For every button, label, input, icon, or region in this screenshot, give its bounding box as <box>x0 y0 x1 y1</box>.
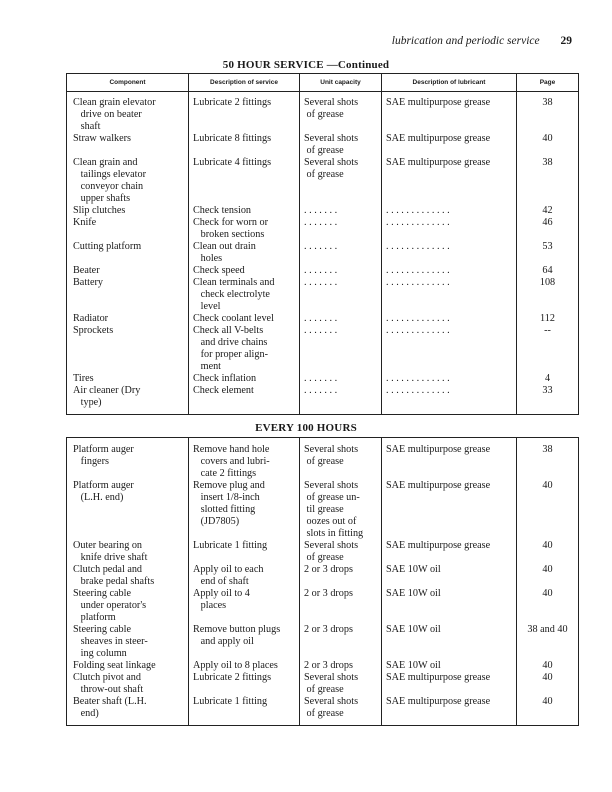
cell-page: -- <box>517 325 579 373</box>
cell-capacity: . . . . . . . <box>300 373 382 385</box>
cell-lubricant: . . . . . . . . . . . . . <box>382 241 517 265</box>
cell-capacity: . . . . . . . <box>300 241 382 265</box>
cell-service: Check for worn or broken sections <box>189 217 300 241</box>
cell-component: Steering cable under operator's platform <box>67 588 189 624</box>
service-table-100-hours <box>66 437 579 726</box>
service-table-50-hour <box>66 73 579 415</box>
section-title-50-hour: 50 HOUR SERVICE —Continued <box>222 59 390 71</box>
table-row <box>67 92 579 134</box>
cell-service: Lubricate 2 fittings <box>189 672 300 696</box>
table-row <box>67 313 579 325</box>
cell-component: Platform auger fingers <box>67 438 189 481</box>
table-row <box>67 438 579 481</box>
cell-lubricant: SAE multipurpose grease <box>382 540 517 564</box>
cell-page: 40 <box>517 564 579 588</box>
cell-capacity: Several shots of grease <box>300 157 382 205</box>
cell-capacity: 2 or 3 drops <box>300 660 382 672</box>
cell-component: Straw walkers <box>67 133 189 157</box>
cell-page: 40 <box>517 672 579 696</box>
table-row <box>67 672 579 696</box>
cell-capacity: Several shots of grease <box>300 438 382 481</box>
table-bottom-spacer <box>67 409 579 415</box>
table-row <box>67 241 579 265</box>
cell-page: 40 <box>517 696 579 720</box>
table-row <box>67 205 579 217</box>
cell-lubricant: SAE 10W oil <box>382 564 517 588</box>
cell-capacity: Several shots of grease <box>300 672 382 696</box>
cell-lubricant: SAE 10W oil <box>382 624 517 660</box>
cell-service: Remove plug and insert 1/8-inch slotted fitting (JD7805) <box>189 480 300 540</box>
cell-service: Check inflation <box>189 373 300 385</box>
table-row <box>67 325 579 373</box>
cell-page: 33 <box>517 385 579 409</box>
table-bottom-spacer <box>67 720 579 726</box>
table-row <box>67 588 579 624</box>
table-header-row <box>67 74 579 92</box>
cell-lubricant: . . . . . . . . . . . . . <box>382 277 517 313</box>
table-row <box>67 265 579 277</box>
table-row <box>67 385 579 409</box>
cell-lubricant: SAE multipurpose grease <box>382 438 517 481</box>
page-number: 29 <box>560 35 572 47</box>
col-header-lubricant: Description of lubricant <box>382 74 517 92</box>
cell-lubricant: SAE multipurpose grease <box>382 480 517 540</box>
cell-page: 40 <box>517 588 579 624</box>
cell-service: Check element <box>189 385 300 409</box>
table-row <box>67 373 579 385</box>
cell-capacity: 2 or 3 drops <box>300 624 382 660</box>
cell-capacity: . . . . . . . <box>300 385 382 409</box>
cell-component: Radiator <box>67 313 189 325</box>
cell-page: 112 <box>517 313 579 325</box>
cell-lubricant: . . . . . . . . . . . . . <box>382 373 517 385</box>
cell-service: Check coolant level <box>189 313 300 325</box>
cell-capacity: . . . . . . . <box>300 205 382 217</box>
cell-component: Sprockets <box>67 325 189 373</box>
cell-lubricant: . . . . . . . . . . . . . <box>382 217 517 241</box>
col-header-capacity: Unit capacity <box>300 74 382 92</box>
table-row <box>67 624 579 660</box>
cell-component: Outer bearing on knife drive shaft <box>67 540 189 564</box>
cell-service: Lubricate 1 fitting <box>189 696 300 720</box>
cell-service: Apply oil to 4 places <box>189 588 300 624</box>
col-header-service: Description of service <box>189 74 300 92</box>
cell-page: 40 <box>517 660 579 672</box>
cell-component: Clutch pedal and brake pedal shafts <box>67 564 189 588</box>
cell-service: Lubricate 8 fittings <box>189 133 300 157</box>
cell-capacity: . . . . . . . <box>300 277 382 313</box>
cell-capacity: Several shots of grease <box>300 92 382 134</box>
cell-service: Clean out drain holes <box>189 241 300 265</box>
cell-capacity: . . . . . . . <box>300 217 382 241</box>
cell-component: Clean grain and tailings elevator conveyor chain upper shafts <box>67 157 189 205</box>
cell-service: Lubricate 1 fitting <box>189 540 300 564</box>
cell-capacity: . . . . . . . <box>300 325 382 373</box>
table-row <box>67 540 579 564</box>
cell-capacity: Several shots of grease <box>300 540 382 564</box>
table-row <box>67 217 579 241</box>
cell-service: Lubricate 2 fittings <box>189 92 300 134</box>
cell-service: Apply oil to each end of shaft <box>189 564 300 588</box>
running-header <box>392 35 572 47</box>
cell-service: Check all V-belts and drive chains for proper align- ment <box>189 325 300 373</box>
cell-lubricant: SAE 10W oil <box>382 660 517 672</box>
table-row <box>67 133 579 157</box>
cell-component: Air cleaner (Dry type) <box>67 385 189 409</box>
cell-service: Lubricate 4 fittings <box>189 157 300 205</box>
cell-lubricant: . . . . . . . . . . . . . <box>382 265 517 277</box>
cell-capacity: Several shots of grease un- til grease oozes out of slots in fitting <box>300 480 382 540</box>
table-row <box>67 696 579 720</box>
cell-page: 38 <box>517 438 579 481</box>
section-title-100-hours: EVERY 100 HOURS <box>255 422 357 434</box>
cell-lubricant: SAE multipurpose grease <box>382 92 517 134</box>
cell-lubricant: SAE multipurpose grease <box>382 133 517 157</box>
cell-lubricant: . . . . . . . . . . . . . <box>382 313 517 325</box>
cell-capacity: Several shots of grease <box>300 696 382 720</box>
cell-capacity: . . . . . . . <box>300 265 382 277</box>
cell-service: Remove button plugs and apply oil <box>189 624 300 660</box>
cell-page: 46 <box>517 217 579 241</box>
cell-capacity: Several shots of grease <box>300 133 382 157</box>
cell-page: 64 <box>517 265 579 277</box>
cell-component: Tires <box>67 373 189 385</box>
cell-lubricant: SAE multipurpose grease <box>382 672 517 696</box>
cell-capacity: 2 or 3 drops <box>300 588 382 624</box>
cell-page: 40 <box>517 133 579 157</box>
cell-lubricant: . . . . . . . . . . . . . <box>382 205 517 217</box>
cell-service: Apply oil to 8 places <box>189 660 300 672</box>
col-header-component: Component <box>67 74 189 92</box>
cell-page: 53 <box>517 241 579 265</box>
cell-capacity: . . . . . . . <box>300 313 382 325</box>
table-row <box>67 157 579 205</box>
cell-component: Folding seat linkage <box>67 660 189 672</box>
cell-page: 38 <box>517 157 579 205</box>
cell-component: Steering cable sheaves in steer- ing column <box>67 624 189 660</box>
cell-page: 38 <box>517 92 579 134</box>
col-header-page: Page <box>517 74 579 92</box>
cell-page: 38 and 40 <box>517 624 579 660</box>
cell-page: 108 <box>517 277 579 313</box>
running-header-title: lubrication and periodic service <box>391 35 540 47</box>
cell-capacity: 2 or 3 drops <box>300 564 382 588</box>
cell-lubricant: . . . . . . . . . . . . . <box>382 385 517 409</box>
cell-page: 4 <box>517 373 579 385</box>
cell-component: Knife <box>67 217 189 241</box>
cell-component: Beater shaft (L.H. end) <box>67 696 189 720</box>
cell-lubricant: SAE 10W oil <box>382 588 517 624</box>
cell-page: 40 <box>517 540 579 564</box>
cell-service: Remove hand hole covers and lubri- cate 2 fittings <box>189 438 300 481</box>
cell-component: Battery <box>67 277 189 313</box>
cell-lubricant: SAE multipurpose grease <box>382 157 517 205</box>
cell-component: Clean grain elevator drive on beater shaft <box>67 92 189 134</box>
table-row <box>67 277 579 313</box>
cell-lubricant: . . . . . . . . . . . . . <box>382 325 517 373</box>
cell-page: 40 <box>517 480 579 540</box>
cell-component: Clutch pivot and throw-out shaft <box>67 672 189 696</box>
cell-service: Check tension <box>189 205 300 217</box>
table-row <box>67 660 579 672</box>
cell-page: 42 <box>517 205 579 217</box>
cell-service: Clean terminals and check electrolyte level <box>189 277 300 313</box>
cell-component: Beater <box>67 265 189 277</box>
cell-lubricant: SAE multipurpose grease <box>382 696 517 720</box>
cell-component: Slip clutches <box>67 205 189 217</box>
table-row <box>67 480 579 540</box>
cell-component: Platform auger (L.H. end) <box>67 480 189 540</box>
cell-service: Check speed <box>189 265 300 277</box>
table-row <box>67 564 579 588</box>
cell-component: Cutting platform <box>67 241 189 265</box>
